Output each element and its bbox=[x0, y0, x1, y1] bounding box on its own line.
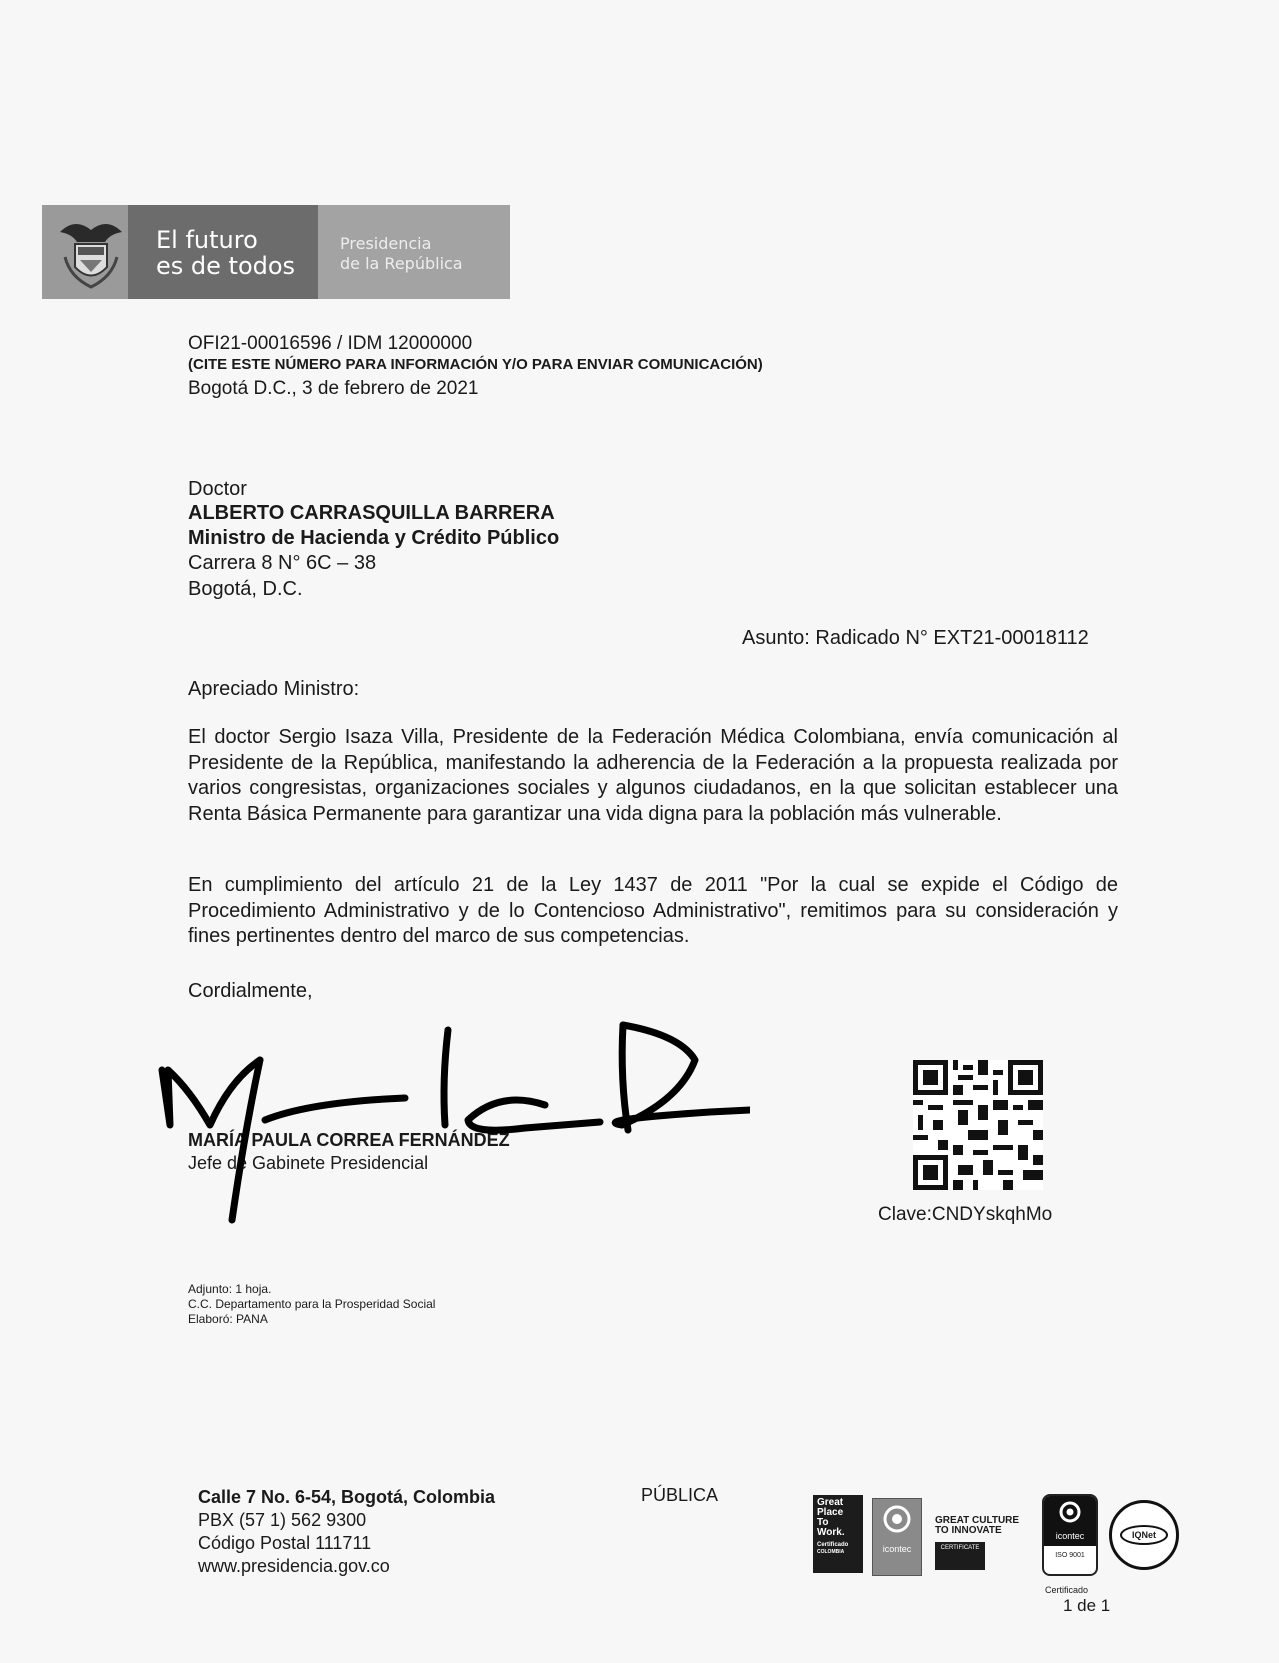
gptw-badge bbox=[813, 1495, 863, 1573]
annex-attachment: Adjunto: 1 hoja. bbox=[188, 1282, 272, 1296]
gptw-line-2: Place bbox=[817, 1507, 844, 1518]
iqnet-badge bbox=[1109, 1500, 1179, 1570]
slogan-box bbox=[128, 205, 318, 299]
body-paragraph-2: En cumplimiento del artículo 21 de la Ley 1437 de 2011 "Por la cual se expide el Código de Procedimiento Administrativo y de lo Contencioso Administrativo", remitimos para su consideración y fines pertinentes dentro del marco de sus competencias. bbox=[188, 874, 1118, 947]
gptw-sub: Certificado bbox=[817, 1542, 849, 1548]
recipient-name: ALBERTO CARRASQUILLA BARRERA bbox=[188, 502, 555, 524]
footer-contact bbox=[198, 1486, 495, 1578]
icontec-logo-icon bbox=[1055, 1496, 1085, 1526]
footer-postal: Código Postal 111711 bbox=[198, 1533, 372, 1553]
coat-of-arms-icon bbox=[50, 212, 132, 292]
recipient-city: Bogotá, D.C. bbox=[188, 578, 303, 600]
verification-key: Clave:CNDYskqhMo bbox=[878, 1204, 1053, 1225]
slogan-line-2: es de todos bbox=[156, 252, 296, 280]
great-culture-line-1: GREAT CULTURE bbox=[935, 1515, 1020, 1526]
cite-note: (CITE ESTE NÚMERO PARA INFORMACIÓN Y/O PARA ENVIAR COMUNICACIÓN) bbox=[188, 356, 763, 373]
qr-code bbox=[913, 1060, 1043, 1190]
page-number: 1 de 1 bbox=[1063, 1596, 1111, 1615]
entity-line-1: Presidencia bbox=[340, 234, 432, 253]
icontec-2-label: icontec bbox=[1055, 1531, 1085, 1541]
gptw-line-1: Great bbox=[817, 1497, 844, 1508]
certificate-label: CERTIFICATE bbox=[935, 1542, 985, 1570]
entity-line-2: de la República bbox=[340, 254, 463, 273]
gptw-country: COLOMBIA bbox=[817, 1549, 845, 1555]
place-date: Bogotá D.C., 3 de febrero de 2021 bbox=[188, 378, 479, 399]
iso-label: ISO 9001 bbox=[1055, 1552, 1085, 1559]
recipient-title: Doctor bbox=[188, 478, 247, 500]
handwritten-signature bbox=[150, 1010, 750, 1230]
icontec-logo-icon bbox=[873, 1499, 921, 1539]
signer-name: MARÍA PAULA CORREA FERNÁNDEZ bbox=[188, 1130, 510, 1150]
signer-position: Jefe de Gabinete Presidencial bbox=[188, 1153, 429, 1173]
icontec-badge-1 bbox=[872, 1498, 922, 1576]
entity-box bbox=[318, 205, 510, 299]
subject: Asunto: Radicado N° EXT21-00018112 bbox=[742, 627, 1089, 649]
body-paragraph-1: El doctor Sergio Isaza Villa, Presidente de la Federación Médica Colombiana, envía comunicación al Presidente de la República, manifestando la adherencia de la Federación a la propuesta realizada por varios congresistas, organizaciones sociales y algunos ciudadanos, en la que solicitan establecer una Renta Básica Permanente para garantizar una vida digna para la población más vulnerable. bbox=[188, 726, 1118, 825]
iqnet-label: IQNet bbox=[1120, 1525, 1168, 1545]
gptw-line-4: Work. bbox=[817, 1527, 845, 1538]
reference-number: OFI21-00016596 / IDM 12000000 bbox=[188, 333, 473, 354]
slogan-line-1: El futuro bbox=[156, 226, 258, 254]
footer-address: Calle 7 No. 6-54, Bogotá, Colombia bbox=[198, 1487, 496, 1507]
salutation: Apreciado Ministro: bbox=[188, 678, 360, 700]
recipient-position: Ministro de Hacienda y Crédito Público bbox=[188, 527, 560, 549]
icontec-iso-badge bbox=[1042, 1494, 1098, 1576]
annex-cc: C.C. Departamento para la Prosperidad Social bbox=[188, 1297, 436, 1311]
great-culture-line-2: TO INNOVATE bbox=[935, 1525, 1002, 1536]
footer-phone: PBX (57 1) 562 9300 bbox=[198, 1510, 367, 1530]
cert-note: Certificado bbox=[1045, 1585, 1089, 1595]
great-culture-badge bbox=[935, 1500, 1027, 1570]
classification-label: PÚBLICA bbox=[641, 1485, 719, 1505]
recipient-address: Carrera 8 N° 6C – 38 bbox=[188, 552, 377, 574]
gptw-line-3: To bbox=[817, 1517, 829, 1528]
annex-prepared-by: Elaboró: PANA bbox=[188, 1312, 268, 1326]
icontec-1-label: icontec bbox=[882, 1544, 912, 1554]
closing: Cordialmente, bbox=[188, 980, 313, 1002]
footer-website[interactable]: www.presidencia.gov.co bbox=[198, 1556, 390, 1576]
